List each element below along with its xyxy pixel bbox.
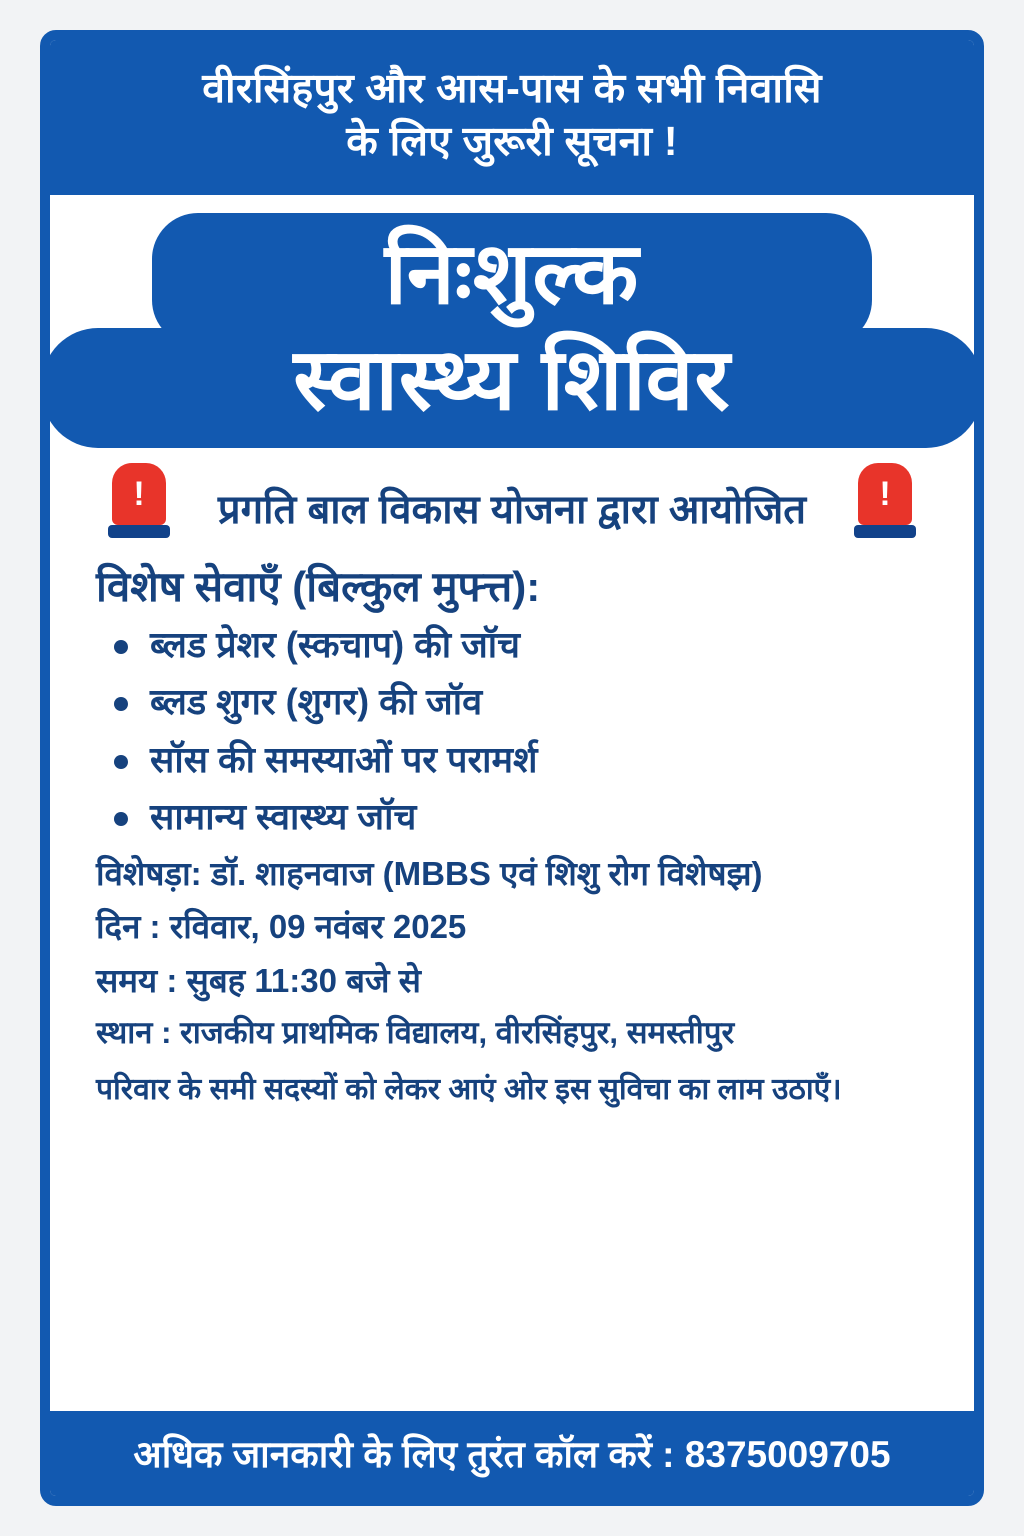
alert-siren-icon-right bbox=[854, 463, 916, 545]
organizer-text: प्रगति बाल विकास योजना द्वारा आयोजित bbox=[217, 488, 807, 533]
list-item: ब्लड शुगर (शुगर) की जॉव bbox=[106, 681, 932, 722]
siren-dome-right: ! bbox=[858, 463, 912, 525]
poster-body bbox=[50, 454, 974, 1110]
header-line-1: वीरसिंहपुर और आस-पास के सभी निवासि bbox=[202, 65, 822, 111]
closing-note: परिवार के समी सदस्यों को लेकर आएं ओर इस सुविचा का लाम उठाएँ। bbox=[96, 1072, 842, 1106]
time-line: समय : सुबह 11:30 बजे से bbox=[96, 961, 421, 999]
services-heading: विशेष सेवाएँ (बिल्कुल मुफ्त्त): bbox=[96, 563, 541, 611]
contact-line: अधिक जानकारी के लिए तुरंत कॉल करें : 8375009705 bbox=[133, 1434, 891, 1475]
specialist-line: विशेषड़ा: डॉ. शाहनवाज (MBBS एवं शिशु रोग विशेषझ) bbox=[96, 854, 763, 892]
alert-siren-icon-left bbox=[108, 463, 170, 545]
poster-header bbox=[50, 40, 974, 195]
header-line-2: के लिए जुरूरी सूचना ! bbox=[346, 118, 678, 165]
siren-base-right bbox=[854, 525, 916, 538]
health-camp-poster bbox=[40, 30, 984, 1506]
title-pill-top bbox=[152, 213, 872, 346]
title-line-1: निःशुल्क bbox=[384, 225, 640, 322]
title-line-2: स्वास्थ्य शिविर bbox=[293, 331, 731, 428]
services-list bbox=[92, 624, 932, 838]
day-line: दिन : रविवार, 09 नवंबर 2025 bbox=[96, 908, 467, 946]
place-line: स्थान : राजकीय प्राथमिक विद्यालय, वीरसिंहपुर, समस्तीपुर bbox=[96, 1015, 735, 1051]
list-item: सॉस की समस्याओं पर परामर्श bbox=[106, 739, 932, 780]
title-pill-bottom bbox=[42, 328, 982, 448]
poster-footer bbox=[50, 1411, 974, 1496]
list-item: सामान्य स्वास्थ्य जॉच bbox=[106, 796, 932, 837]
list-item: ब्लड प्रेशर (स्कचाप) की जॉच bbox=[106, 624, 932, 665]
siren-dome-left: ! bbox=[112, 463, 166, 525]
siren-base-left bbox=[108, 525, 170, 538]
title-pill-wrap bbox=[152, 213, 872, 448]
